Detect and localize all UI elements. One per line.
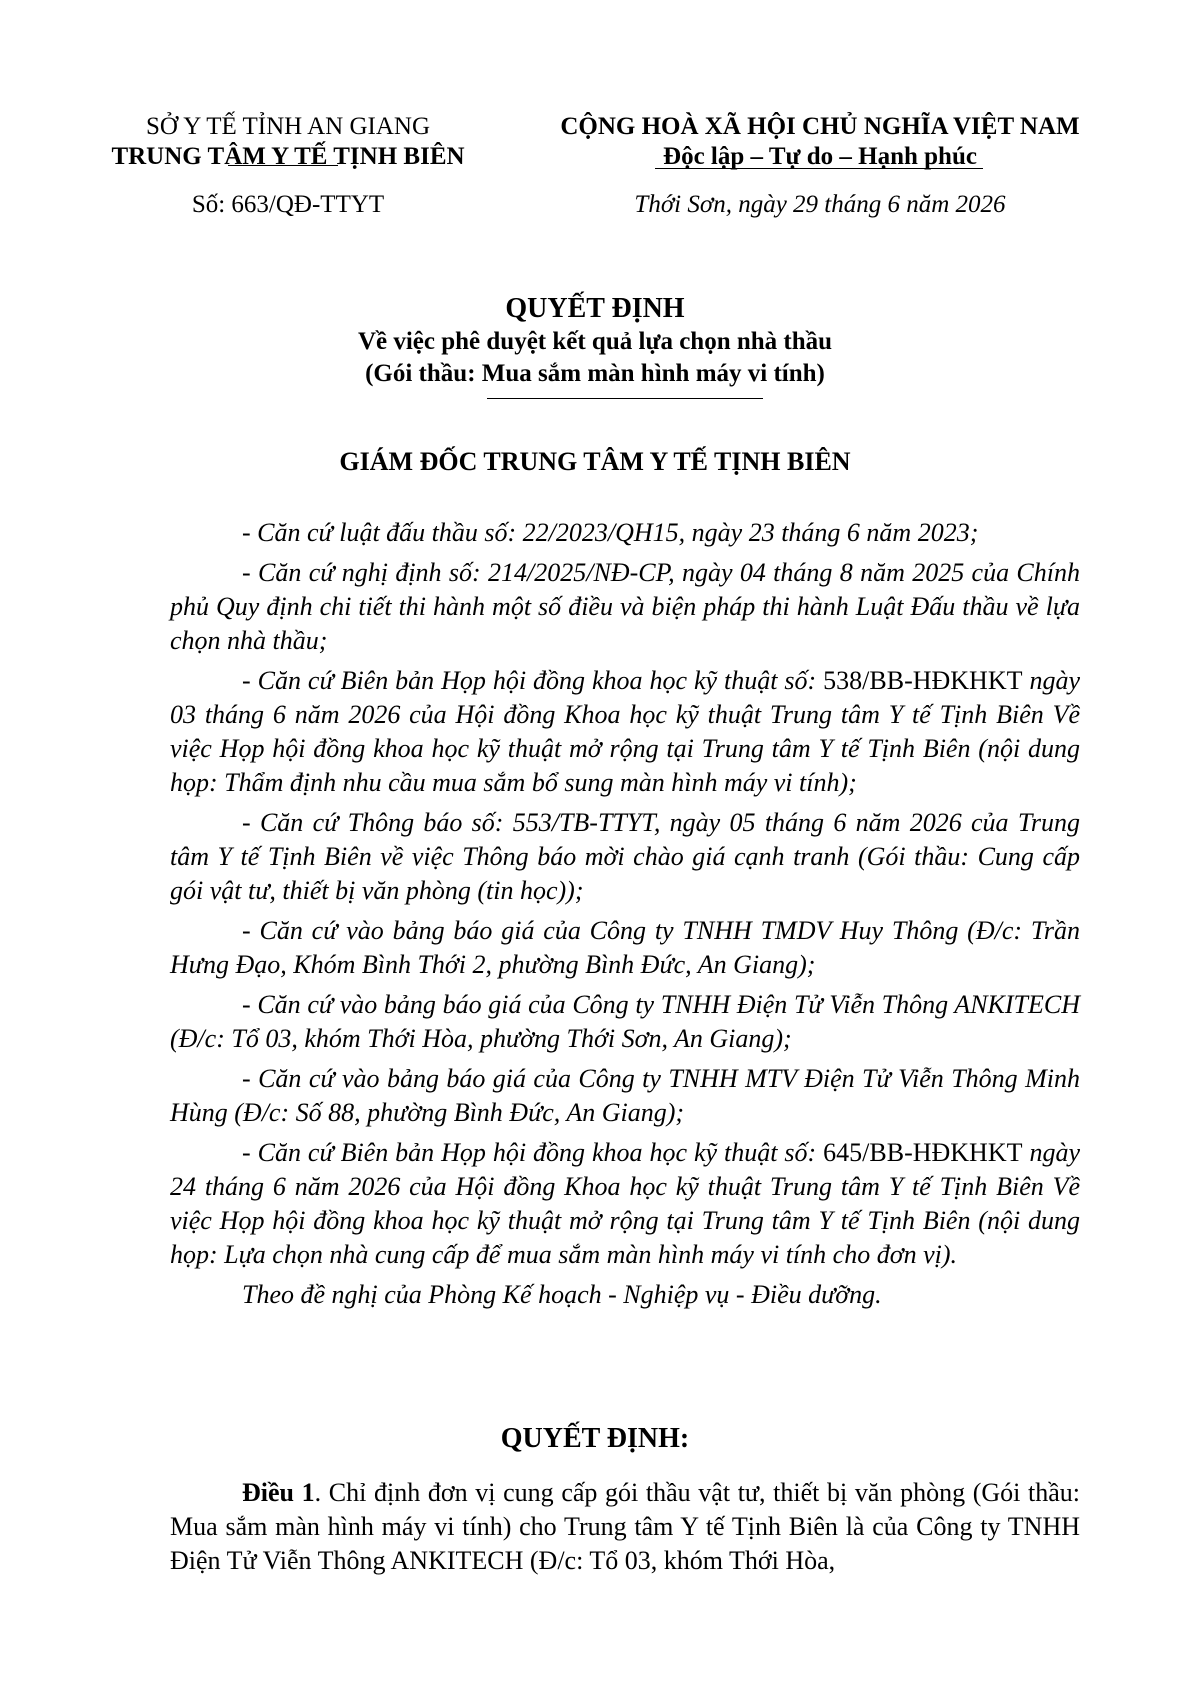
agency-underline (228, 165, 338, 166)
recital-item: - Căn cứ Biên bản Họp hội đồng khoa học kỹ thuật số: 538/BB-HĐKHKT ngày 03 tháng 6 năm 2026 của Hội đồng Khoa học kỹ thuật Trung tâm Y tế Tịnh Biên Về việc Họp hội đồng khoa học kỹ thuật mở rộng tại Trung tâm Y tế Tịnh Biên (nội dung họp: Thẩm định nhu cầu mua sắm bổ sung màn hình máy vi tính); (170, 666, 1080, 797)
decision-heading: QUYẾT ĐỊNH: (500, 1423, 690, 1454)
recital-item: - Căn cứ Biên bản Họp hội đồng khoa học kỹ thuật số: 645/BB-HĐKHKT ngày 24 tháng 6 năm 2026 của Hội đồng Khoa học kỹ thuật Trung tâm Y tế Tịnh Biên Về việc Họp hội đồng khoa học kỹ thuật mở rộng tại Trung tâm Y tế Tịnh Biên (nội dung họp: Lựa chọn nhà cung cấp để mua sắm màn hình máy vi tính cho đơn vị). (170, 1138, 1080, 1269)
issuing-agency (98, 112, 478, 172)
article-1 (170, 1476, 1080, 1578)
article-1-lead: Điều 1 (242, 1478, 315, 1507)
recital-item: - Căn cứ vào bảng báo giá của Công ty TNHH TMDV Huy Thông (Đ/c: Trần Hưng Đạo, Khóm Bình Thới 2, phường Bình Đức, An Giang); (170, 916, 1080, 979)
document-package: (Gói thầu: Mua sắm màn hình máy vi tính) (365, 360, 825, 387)
recital-item: - Căn cứ luật đấu thầu số: 22/2023/QH15, ngày 23 tháng 6 năm 2023; (242, 518, 979, 547)
recital-item: - Căn cứ Thông báo số: 553/TB-TTYT, ngày 05 tháng 6 năm 2026 của Trung tâm Y tế Tịnh Biên về việc Thông báo mời chào giá cạnh tranh (Gói thầu: Cung cấp gói vật tư, thiết bị văn phòng (tin học)); (170, 808, 1080, 905)
recital-proposal: Theo đề nghị của Phòng Kế hoạch - Nghiệp vụ - Điều dưỡng. (242, 1280, 882, 1309)
place-and-date: Thới Sơn, ngày 29 tháng 6 năm 2026 (634, 191, 1006, 218)
recital-item: - Căn cứ vào bảng báo giá của Công ty TNHH MTV Điện Tử Viễn Thông Minh Hùng (Đ/c: Số 88, phường Bình Đức, An Giang); (170, 1064, 1080, 1127)
agency-name: TRUNG TÂM Y TẾ TỊNH BIÊN (111, 143, 465, 170)
document-title: QUYẾT ĐỊNH (505, 293, 685, 324)
minutes-number: 645/BB-HĐKHKT (823, 1138, 1023, 1167)
document-number: Số: 663/QĐ-TTYT (191, 191, 385, 218)
director-heading: GIÁM ĐỐC TRUNG TÂM Y TẾ TỊNH BIÊN (339, 447, 851, 476)
title-underline (487, 398, 763, 399)
country-name: CỘNG HOÀ XÃ HỘI CHỦ NGHĨA VIỆT NAM (560, 113, 1080, 140)
recital-item: - Căn cứ nghị định số: 214/2025/NĐ-CP, ngày 04 tháng 8 năm 2025 của Chính phủ Quy định chi tiết thi hành một số điều và biện pháp thi hành Luật Đấu thầu về lựa chọn nhà thầu; (170, 558, 1080, 655)
national-motto (540, 112, 1100, 172)
document-header (0, 112, 1190, 232)
document-title-block (0, 292, 1190, 390)
recitals (170, 516, 1080, 1318)
article-1-text: . Chỉ định đơn vị cung cấp gói thầu vật tư, thiết bị văn phòng (Gói thầu: Mua sắm màn hình máy vi tính) cho Trung tâm Y tế Tịnh Biên là của Công ty TNHH Điện Tử Viễn Thông ANKITECH (Đ/c: Tổ 03, khóm Thới Hòa, (170, 1478, 1081, 1575)
parent-agency: SỞ Y TẾ TỈNH AN GIANG (145, 113, 431, 140)
document-subject: Về việc phê duyệt kết quả lựa chọn nhà thầu (357, 328, 833, 355)
motto: Độc lập – Tự do – Hạnh phúc (663, 143, 977, 170)
minutes-number: 538/BB-HĐKHKT (823, 666, 1023, 695)
recital-item: - Căn cứ vào bảng báo giá của Công ty TNHH Điện Tử Viễn Thông ANKITECH (Đ/c: Tổ 03, khóm Thới Hòa, phường Thới Sơn, An Giang); (170, 990, 1080, 1053)
motto-underline (655, 168, 983, 169)
